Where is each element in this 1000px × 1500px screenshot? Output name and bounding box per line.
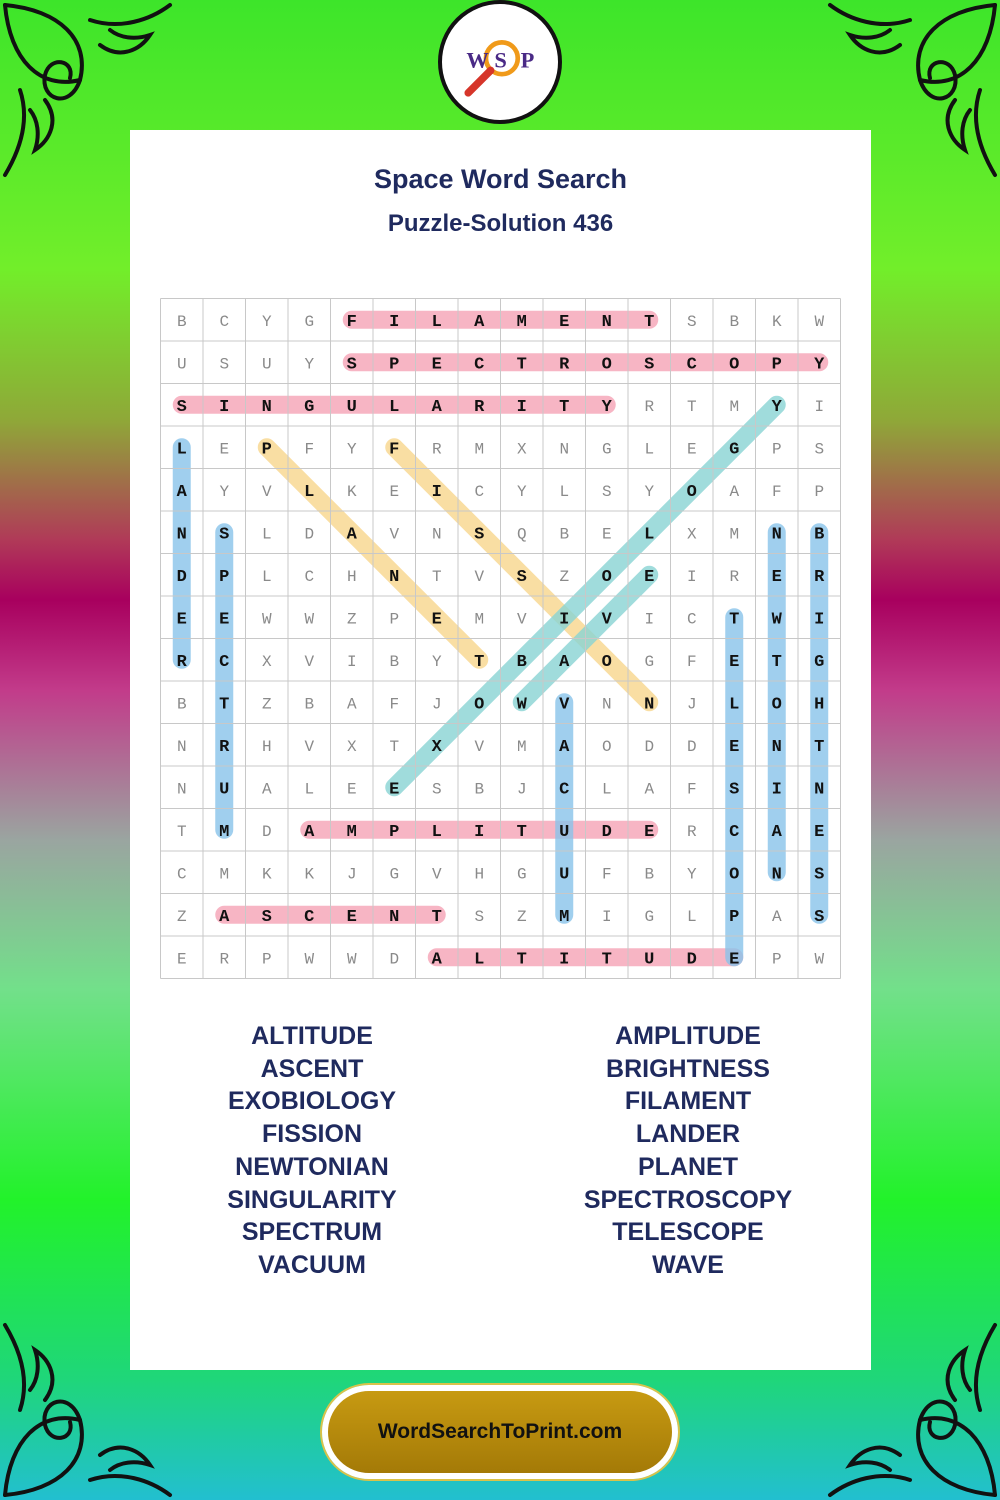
grid-letter: A	[771, 907, 782, 926]
grid-letter: I	[686, 567, 697, 586]
grid-letter: Y	[431, 652, 442, 671]
grid-letter: S	[686, 312, 697, 331]
grid-letter-found: L	[431, 312, 442, 332]
word-list-item: ALTITUDE	[251, 1022, 373, 1050]
grid-letter-found: T	[219, 695, 230, 715]
grid-letter-found: S	[261, 907, 272, 927]
puzzle-panel	[130, 130, 871, 1370]
word-list-item: VACUUM	[258, 1250, 366, 1279]
grid-letter-found: C	[729, 822, 740, 842]
grid-letter-found: Y	[814, 355, 825, 375]
grid-letter: Y	[686, 865, 697, 884]
grid-letter: N	[559, 440, 570, 459]
grid-letter: Y	[346, 440, 357, 459]
grid-letter-found: S	[219, 525, 230, 545]
grid-letter-found: O	[771, 695, 782, 715]
grid-letter: K	[346, 482, 357, 501]
grid-letter: Z	[559, 567, 570, 586]
grid-letter: M	[729, 525, 740, 544]
grid-letter-found: A	[559, 737, 570, 757]
grid-letter-found: S	[729, 780, 740, 800]
grid-letter: G	[601, 440, 612, 459]
grid-letter: V	[474, 567, 485, 586]
grid-letter: Y	[304, 355, 315, 374]
grid-letter-found: T	[644, 312, 655, 332]
grid-letter-found: I	[814, 610, 825, 630]
grid-letter-found: O	[601, 355, 612, 375]
grid-letter-found: N	[771, 865, 782, 885]
grid-letter: S	[474, 907, 485, 926]
grid-letter: C	[686, 610, 697, 629]
grid-letter-found: C	[219, 652, 230, 672]
grid-letter-found: E	[644, 822, 655, 842]
grid-letter: M	[729, 397, 740, 416]
grid-letter: Y	[219, 482, 230, 501]
grid-letter-found: A	[219, 907, 230, 927]
grid-letter-found: Y	[771, 397, 782, 417]
grid-letter: N	[431, 525, 442, 544]
word-list-item: WAVE	[652, 1250, 724, 1279]
grid-letter-found: T	[601, 950, 612, 970]
grid-letter: Z	[516, 907, 527, 926]
grid-letter: Z	[261, 695, 272, 714]
logo-letter-w: W	[466, 47, 489, 73]
grid-letter-found: R	[176, 652, 187, 672]
page-subtitle: Puzzle-Solution 436	[387, 210, 614, 237]
grid-letter-found: E	[771, 567, 782, 587]
grid-letter: J	[431, 695, 442, 714]
word-list-item: LANDER	[635, 1120, 741, 1149]
grid-letter-found: R	[559, 355, 570, 375]
grid-letter-found: G	[729, 440, 740, 460]
grid-letter: W	[261, 610, 272, 629]
grid-letter-found: G	[814, 652, 825, 672]
grid-letter-found: N	[261, 397, 272, 417]
grid-letter: V	[516, 610, 527, 629]
grid-letter: S	[601, 482, 612, 501]
grid-letter: H	[346, 567, 357, 586]
grid-letter: V	[261, 482, 272, 501]
grid-letter-found: L	[431, 822, 442, 842]
grid-letter: A	[346, 695, 357, 714]
grid-letter-found: O	[601, 652, 612, 672]
grid-letter: N	[601, 695, 612, 714]
grid-letter: Y	[644, 482, 655, 501]
grid-letter-found: U	[346, 397, 357, 417]
grid-letter-found: L	[729, 695, 740, 715]
grid-letter: L	[644, 440, 655, 459]
grid-letter: H	[474, 865, 485, 884]
grid-letter: T	[176, 822, 187, 841]
grid-letter-found: M	[559, 907, 570, 927]
grid-letter-found: B	[814, 525, 825, 545]
grid-letter-found: N	[389, 907, 400, 927]
word-list-item: FISSION	[261, 1120, 362, 1149]
grid-letter-found: E	[559, 312, 570, 332]
grid-letter-found: B	[516, 652, 527, 672]
grid-letter-found: Y	[601, 397, 612, 417]
grid-letter-found: D	[176, 567, 187, 587]
grid-letter-found: P	[389, 822, 400, 842]
grid-letter-found: U	[559, 822, 570, 842]
grid-letter: X	[346, 737, 357, 756]
grid-letter: D	[304, 525, 315, 544]
grid-letter-found: N	[814, 780, 825, 800]
grid-letter-found: S	[346, 355, 357, 375]
grid-letter: J	[686, 695, 697, 714]
grid-letter-found: N	[389, 567, 400, 587]
grid-letter: Y	[261, 312, 272, 331]
grid-letter: R	[219, 950, 230, 969]
grid-letter: V	[304, 652, 315, 671]
grid-letter: I	[601, 907, 612, 926]
grid-letter-found: I	[771, 780, 782, 800]
word-list-right	[538, 1020, 838, 1282]
logo-letter-p: P	[520, 47, 535, 73]
grid-letter: C	[176, 865, 187, 884]
grid-letter-found: P	[389, 355, 400, 375]
grid-letter: F	[304, 440, 315, 459]
grid-letter: I	[346, 652, 357, 671]
grid-letter: M	[219, 865, 230, 884]
grid-letter-found: P	[729, 907, 740, 927]
grid-letter-found: E	[431, 355, 442, 375]
grid-letter-found: I	[219, 397, 230, 417]
grid-letter-found: O	[729, 355, 740, 375]
grid-letter-found: T	[431, 907, 442, 927]
word-list-item: SPECTROSCOPY	[583, 1185, 793, 1214]
grid-letter-found: O	[474, 695, 485, 715]
grid-letter-found: A	[474, 312, 485, 332]
grid-letter-found: I	[389, 312, 400, 332]
grid-letter-found: F	[389, 440, 400, 460]
grid-letter-found: A	[559, 652, 570, 672]
word-search-grid	[160, 298, 841, 979]
grid-letter-found: P	[261, 440, 272, 460]
word-list-item: SPECTRUM	[241, 1218, 383, 1247]
grid-letter-found: M	[346, 822, 357, 842]
grid-letter: W	[346, 950, 357, 969]
grid-letter: N	[176, 780, 187, 799]
grid-letter-found: I	[516, 397, 527, 417]
grid-letter-found: T	[474, 652, 485, 672]
grid-letter-found: A	[346, 525, 357, 545]
grid-letter: P	[389, 610, 400, 629]
grid-letter: U	[176, 355, 187, 374]
grid-letter-found: N	[771, 525, 782, 545]
grid-letter-found: H	[814, 695, 825, 715]
grid-letter: M	[474, 610, 485, 629]
grid-letter-found: A	[771, 822, 782, 842]
grid-letter: P	[814, 482, 825, 501]
grid-letter-found: T	[814, 737, 825, 757]
grid-letter-found: D	[686, 950, 697, 970]
grid-letter: G	[389, 865, 400, 884]
grid-letter-found: W	[771, 610, 782, 630]
grid-letter: L	[261, 567, 272, 586]
grid-letter: G	[644, 652, 655, 671]
grid-letter: K	[304, 865, 315, 884]
grid-letter: T	[389, 737, 400, 756]
grid-letter: V	[304, 737, 315, 756]
grid-letter-found: E	[219, 610, 230, 630]
grid-letter-found: T	[516, 355, 527, 375]
grid-letter-found: E	[346, 907, 357, 927]
word-list-left	[162, 1020, 462, 1282]
grid-letter: U	[261, 355, 272, 374]
grid-letter-found: S	[644, 355, 655, 375]
grid-letter-found: A	[431, 950, 442, 970]
grid-letter: L	[304, 780, 315, 799]
grid-letter-found: A	[431, 397, 442, 417]
grid-letter: W	[304, 950, 315, 969]
grid-letter: V	[389, 525, 400, 544]
grid-letter: C	[219, 312, 230, 331]
grid-letter-found: C	[686, 355, 697, 375]
grid-letter: F	[601, 865, 612, 884]
grid-letter: E	[389, 482, 400, 501]
grid-letter: S	[814, 440, 825, 459]
grid-letter-found: R	[474, 397, 485, 417]
grid-letter: N	[176, 737, 187, 756]
grid-letter: D	[389, 950, 400, 969]
grid-letter: I	[644, 610, 655, 629]
word-list-item: BRIGHTNESS	[606, 1054, 770, 1083]
grid-letter: Z	[176, 907, 187, 926]
grid-letter-found: S	[814, 865, 825, 885]
grid-letter: T	[431, 567, 442, 586]
page-title: Space Word Search	[373, 164, 628, 194]
grid-letter: B	[559, 525, 570, 544]
grid-letter: L	[559, 482, 570, 501]
grid-letter: S	[431, 780, 442, 799]
grid-letter-found: S	[474, 525, 485, 545]
grid-letter: V	[474, 737, 485, 756]
grid-letter: R	[431, 440, 442, 459]
grid-letter: J	[346, 865, 357, 884]
grid-letter: W	[304, 610, 315, 629]
grid-letter-found: T	[729, 610, 740, 630]
grid-letter-found: T	[516, 950, 527, 970]
grid-letter-found: N	[771, 737, 782, 757]
grid-letter: I	[814, 397, 825, 416]
grid-letter-found: E	[729, 737, 740, 757]
grid-letter-found: E	[729, 950, 740, 970]
grid-letter-found: N	[176, 525, 187, 545]
grid-letter: P	[261, 950, 272, 969]
word-list-item: ASCENT	[260, 1054, 364, 1083]
grid-letter-found: L	[474, 950, 485, 970]
grid-letter: B	[176, 312, 187, 331]
grid-letter: V	[431, 865, 442, 884]
grid-letter-found: U	[219, 780, 230, 800]
grid-letter: M	[516, 737, 527, 756]
grid-letter-found: L	[389, 397, 400, 417]
grid-letter-found: E	[389, 780, 400, 800]
grid-letter-found: E	[729, 652, 740, 672]
grid-letter: E	[346, 780, 357, 799]
site-link-label: WordSearchToPrint.com	[377, 1420, 623, 1443]
grid-letter: A	[261, 780, 272, 799]
grid-letter: L	[686, 907, 697, 926]
grid-letter: B	[176, 695, 187, 714]
grid-letter-found: C	[559, 780, 570, 800]
grid-letter: B	[389, 652, 400, 671]
grid-letter: G	[644, 907, 655, 926]
grid-letter-found: F	[346, 312, 357, 332]
word-list-item: EXOBIOLOGY	[227, 1087, 397, 1116]
grid-letter: O	[601, 737, 612, 756]
grid-letter-found: O	[729, 865, 740, 885]
grid-letter: G	[304, 312, 315, 331]
grid-letter-found: C	[474, 355, 485, 375]
grid-letter-found: E	[814, 822, 825, 842]
grid-letter: R	[686, 822, 697, 841]
grid-letter: R	[644, 397, 655, 416]
grid-letter-found: L	[304, 482, 315, 502]
grid-letter: B	[644, 865, 655, 884]
grid-letter-found: A	[176, 482, 187, 502]
grid-letter-found: E	[176, 610, 187, 630]
logo	[438, 0, 562, 124]
word-list-item: AMPLITUDE	[615, 1022, 761, 1050]
grid-letter: X	[261, 652, 272, 671]
grid-letter: F	[771, 482, 782, 501]
grid-letter-found: E	[431, 610, 442, 630]
word-list-item: PLANET	[638, 1152, 738, 1181]
grid-letter: F	[686, 780, 697, 799]
word-list-item: FILAMENT	[624, 1087, 752, 1116]
grid-letter-found: D	[601, 822, 612, 842]
grid-letter: E	[176, 950, 187, 969]
grid-letter-found: T	[771, 652, 782, 672]
grid-letter: R	[729, 567, 740, 586]
grid-letter: F	[389, 695, 400, 714]
grid-letter: K	[261, 865, 272, 884]
grid-letter-found: S	[516, 567, 527, 587]
grid-letter-found: T	[559, 397, 570, 417]
grid-letter-found: N	[644, 695, 655, 715]
grid-letter: X	[686, 525, 697, 544]
grid-letter: P	[771, 950, 782, 969]
grid-letter: B	[474, 780, 485, 799]
grid-letter: B	[729, 312, 740, 331]
grid-letter-found: M	[516, 312, 527, 332]
grid-letter: E	[686, 440, 697, 459]
grid-letter-found: U	[644, 950, 655, 970]
grid-letter-found: S	[814, 907, 825, 927]
grid-letter-found: I	[431, 482, 442, 502]
grid-letter-found: E	[644, 567, 655, 587]
grid-letter-found: R	[814, 567, 825, 587]
grid-letter-found: I	[559, 950, 570, 970]
grid-letter: L	[601, 780, 612, 799]
grid-letter: D	[261, 822, 272, 841]
grid-letter-found: A	[304, 822, 315, 842]
grid-letter-found: I	[559, 610, 570, 630]
grid-letter-found: T	[516, 822, 527, 842]
logo-letter-s: S	[494, 47, 507, 73]
grid-letter: Y	[516, 482, 527, 501]
grid-letter: D	[644, 737, 655, 756]
grid-letter: E	[601, 525, 612, 544]
word-list-item: NEWTONIAN	[235, 1152, 389, 1181]
grid-letter: W	[814, 312, 825, 331]
grid-letter: H	[261, 737, 272, 756]
grid-letter: C	[474, 482, 485, 501]
grid-letter: M	[474, 440, 485, 459]
grid-letter-found: V	[559, 695, 570, 715]
grid-letter: W	[814, 950, 825, 969]
grid-letter-found: P	[219, 567, 230, 587]
grid-letter-found: P	[771, 355, 782, 375]
grid-letter-found: I	[474, 822, 485, 842]
word-list-item: SINGULARITY	[227, 1185, 397, 1214]
grid-letter-found: N	[601, 312, 612, 332]
grid-letter-found: U	[559, 865, 570, 885]
grid-letter: F	[686, 652, 697, 671]
grid-letter-found: W	[516, 695, 527, 715]
grid-letter: P	[771, 440, 782, 459]
grid-letter-found: S	[176, 397, 187, 417]
word-list-item: TELESCOPE	[612, 1218, 764, 1247]
grid-letter-found: X	[431, 737, 442, 757]
grid-letter-found: L	[644, 525, 655, 545]
grid-letter: E	[219, 440, 230, 459]
grid-letter: C	[304, 567, 315, 586]
site-link-button[interactable]	[322, 1385, 678, 1479]
grid-letter: A	[729, 482, 740, 501]
grid-letter: J	[516, 780, 527, 799]
grid-letter-found: R	[219, 737, 230, 757]
grid-letter: Q	[516, 525, 527, 544]
grid-letter: S	[219, 355, 230, 374]
grid-letter-found: M	[219, 822, 230, 842]
grid-letter-found: C	[304, 907, 315, 927]
grid-letter: L	[261, 525, 272, 544]
grid-letter: B	[304, 695, 315, 714]
grid-letter-found: L	[176, 440, 187, 460]
grid-letter: T	[686, 397, 697, 416]
grid-letter: Z	[346, 610, 357, 629]
grid-letter: K	[771, 312, 782, 331]
grid-letter-found: G	[304, 397, 315, 417]
grid-letter-found: V	[601, 610, 612, 630]
grid-letter: D	[686, 737, 697, 756]
grid-letter-found: O	[686, 482, 697, 502]
grid-letter: X	[516, 440, 527, 459]
grid-letter: G	[516, 865, 527, 884]
grid-letter: A	[644, 780, 655, 799]
grid-letter-found: O	[601, 567, 612, 587]
